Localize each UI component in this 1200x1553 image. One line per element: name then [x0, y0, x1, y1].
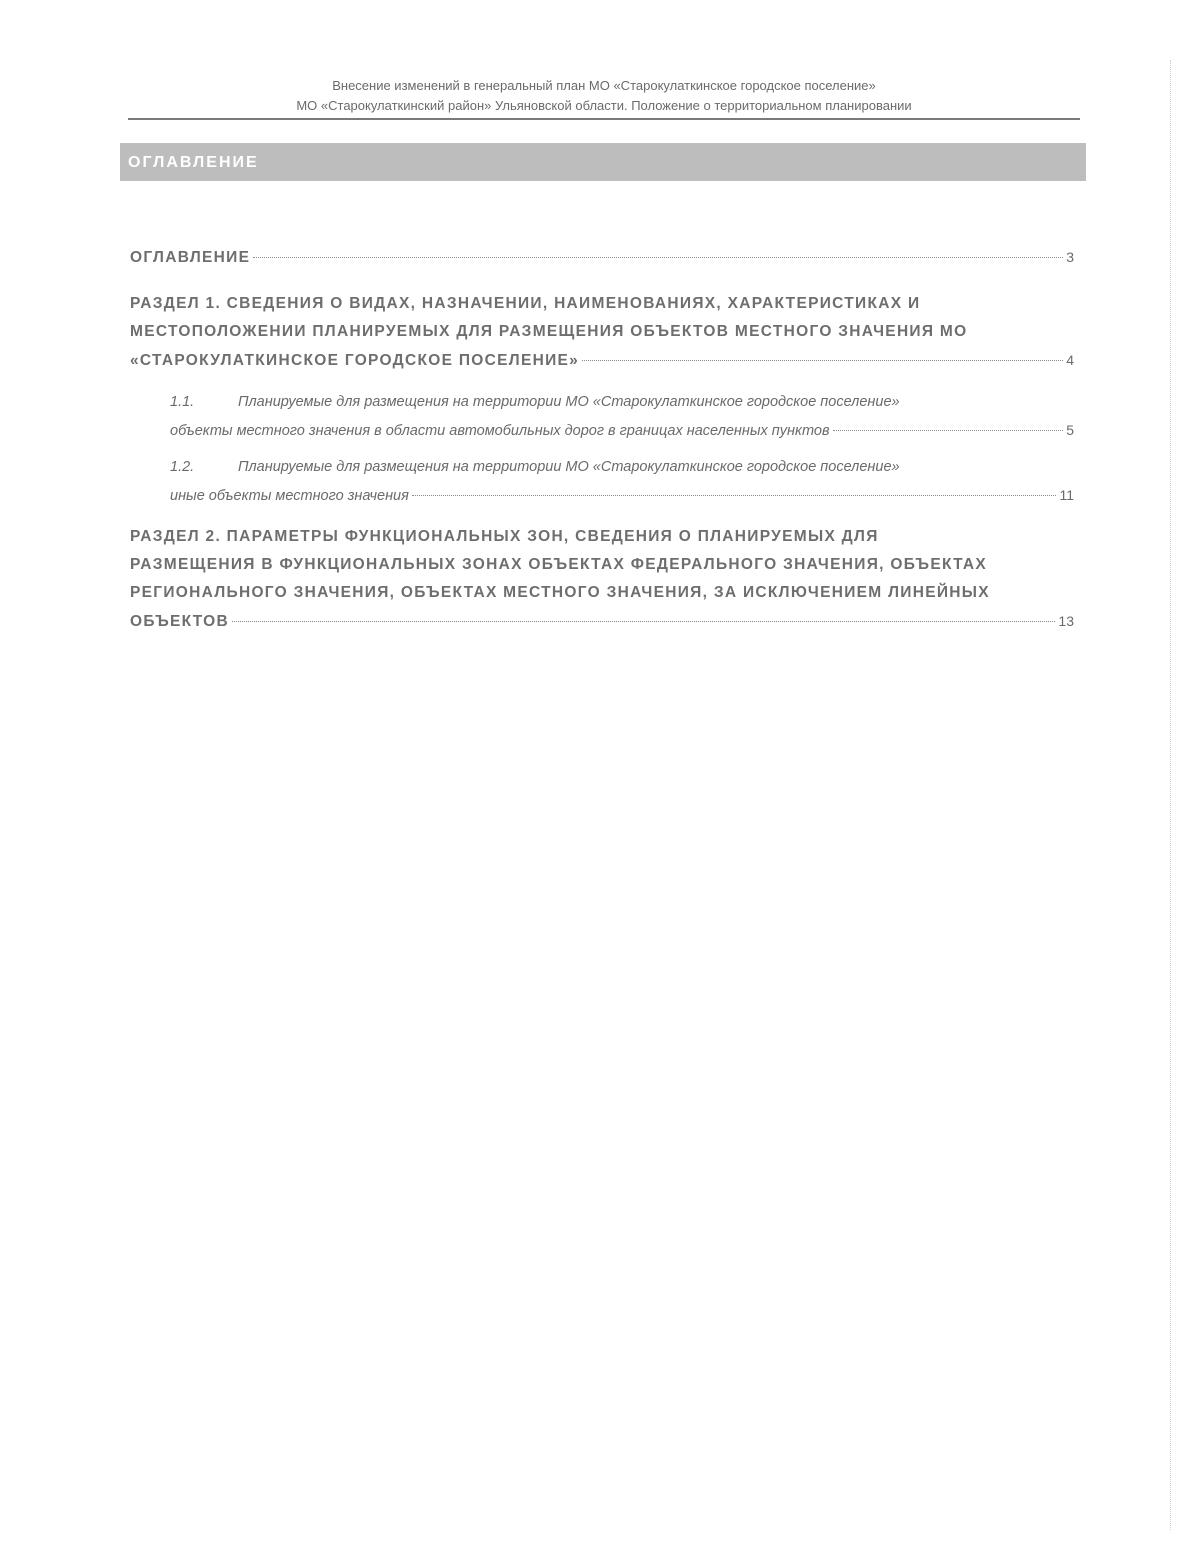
toc-dot-leader [582, 360, 1063, 361]
toc-dot-leader [833, 430, 1064, 431]
toc-entry-text: МЕСТОПОЛОЖЕНИИ ПЛАНИРУЕМЫХ ДЛЯ РАЗМЕЩЕНИЯ ОБЪЕКТОВ МЕСТНОГО ЗНАЧЕНИЯ МО [130, 323, 968, 340]
toc-entry-text: Планируемые для размещения на территории МО «Старокулаткинское городское поселение» [238, 394, 900, 410]
toc-entry-text: «СТАРОКУЛАТКИНСКОЕ ГОРОДСКОЕ ПОСЕЛЕНИЕ» [130, 352, 580, 369]
toc-dot-leader [253, 257, 1063, 258]
toc-page-number: 11 [1059, 487, 1074, 503]
toc-page-number: 3 [1066, 249, 1074, 265]
toc-entry-text: РАЗМЕЩЕНИЯ В ФУНКЦИОНАЛЬНЫХ ЗОНАХ ОБЪЕКТАХ ФЕДЕРАЛЬНОГО ЗНАЧЕНИЯ, ОБЪЕКТАХ [130, 556, 988, 573]
toc-entry-text: РЕГИОНАЛЬНОГО ЗНАЧЕНИЯ, ОБЪЕКТАХ МЕСТНОГО ЗНАЧЕНИЯ, ЗА ИСКЛЮЧЕНИЕМ ЛИНЕЙНЫХ [130, 584, 990, 601]
toc-entry-number: 1.2. [170, 459, 195, 475]
toc-entry-1-1[interactable] [130, 385, 1074, 448]
toc-entry-contents[interactable] [130, 243, 1074, 272]
scan-edge-line [1170, 60, 1171, 1530]
running-header [128, 76, 1080, 116]
table-of-contents [130, 243, 1074, 636]
toc-entry-text: ОБЪЕКТОВ [130, 613, 230, 630]
running-header-line-2: МО «Старокулаткинский район» Ульяновской области. Положение о территориальном планировании [296, 98, 912, 113]
running-header-line-1: Внесение изменений в генеральный план МО «Старокулаткинское городское поселение» [332, 78, 876, 93]
toc-dot-leader [412, 495, 1057, 496]
toc-entry-1-2[interactable] [130, 450, 1074, 513]
toc-entry-text: РАЗДЕЛ 2. ПАРАМЕТРЫ ФУНКЦИОНАЛЬНЫХ ЗОН, СВЕДЕНИЯ О ПЛАНИРУЕМЫХ ДЛЯ [130, 528, 879, 545]
toc-page-number: 13 [1058, 613, 1074, 629]
toc-entry-text: ОГЛАВЛЕНИЕ [130, 249, 251, 266]
toc-entry-text: РАЗДЕЛ 1. СВЕДЕНИЯ О ВИДАХ, НАЗНАЧЕНИИ, НАИМЕНОВАНИЯХ, ХАРАКТЕРИСТИКАХ И [130, 295, 921, 312]
toc-entry-section-1[interactable] [130, 290, 1074, 375]
toc-dot-leader [232, 621, 1055, 622]
toc-page-number: 5 [1066, 422, 1074, 438]
toc-entry-text: объекты местного значения в области автомобильных дорог в границах населенных пунктов [170, 423, 830, 439]
header-rule [128, 118, 1080, 120]
toc-entry-section-2[interactable] [130, 523, 1074, 636]
toc-page-number: 4 [1066, 352, 1074, 368]
toc-entry-number: 1.1. [170, 394, 195, 410]
toc-entry-text: Планируемые для размещения на территории МО «Старокулаткинское городское поселение» [238, 459, 900, 475]
section-title: ОГЛАВЛЕНИЕ [128, 154, 259, 171]
section-title-bar [120, 143, 1086, 181]
toc-entry-text: иные объекты местного значения [170, 488, 409, 504]
